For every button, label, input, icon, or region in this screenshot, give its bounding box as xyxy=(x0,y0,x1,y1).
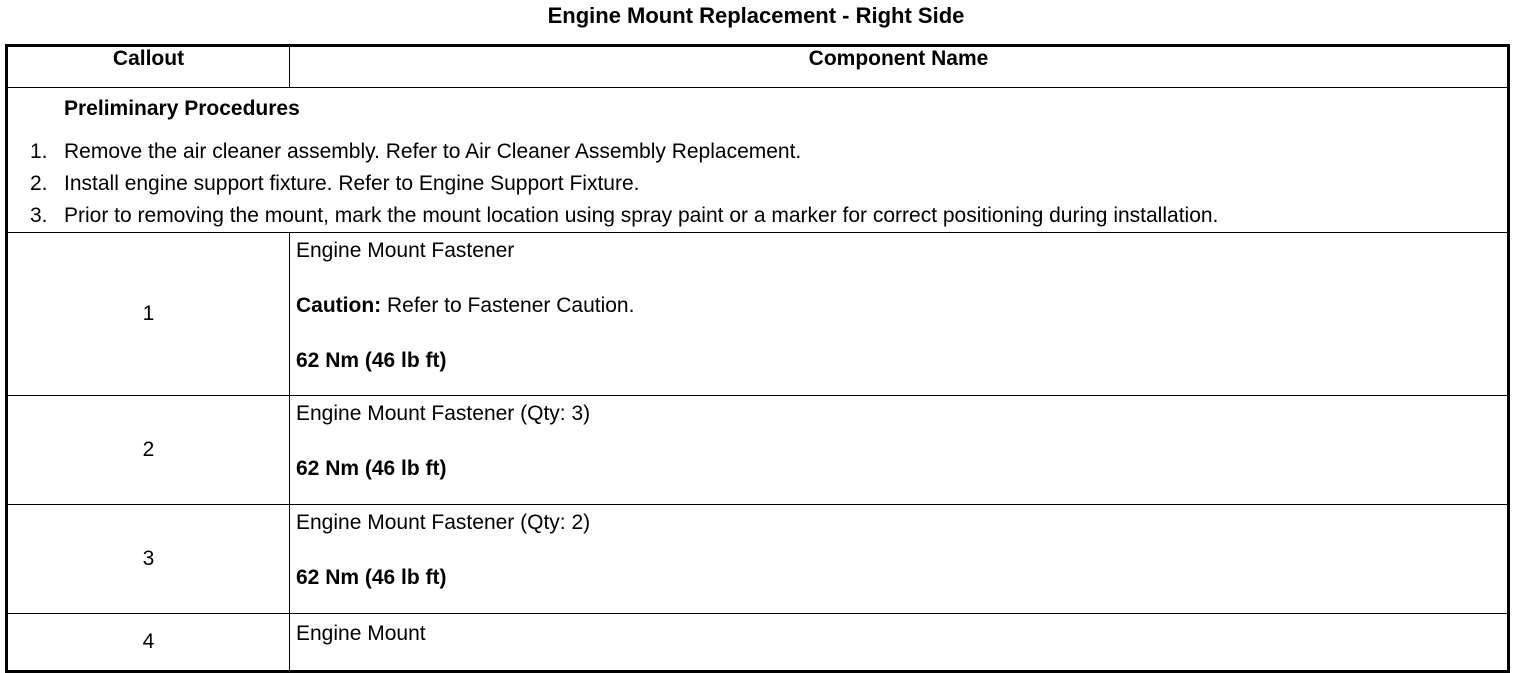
torque-spec: 62 Nm (46 lb ft) xyxy=(296,457,447,480)
component-cell xyxy=(290,505,1509,614)
table-row xyxy=(7,614,1509,672)
table-row xyxy=(7,505,1509,614)
step-text: Remove the air cleaner assembly. Refer to Air Cleaner Assembly Replacement. xyxy=(64,140,802,163)
caution-note xyxy=(296,294,1507,318)
preliminary-procedures-row xyxy=(7,88,1509,233)
step-text: Install engine support fixture. Refer to Engine Support Fixture. xyxy=(64,172,640,195)
procedure-table xyxy=(5,44,1510,673)
preliminary-step xyxy=(8,200,1507,232)
callout-number: 4 xyxy=(7,614,290,672)
step-number: 3. xyxy=(30,204,48,227)
preliminary-steps-list xyxy=(8,136,1507,232)
component-cell xyxy=(290,233,1509,396)
torque-spec: 62 Nm (46 lb ft) xyxy=(296,349,447,372)
table-row xyxy=(7,396,1509,505)
preliminary-procedures-heading: Preliminary Procedures xyxy=(64,97,300,120)
callout-number: 2 xyxy=(7,396,290,505)
component-cell xyxy=(290,614,1509,672)
preliminary-procedures-cell xyxy=(7,88,1509,233)
table-header-row xyxy=(7,46,1509,88)
page-title: Engine Mount Replacement - Right Side xyxy=(547,3,965,28)
component-cell xyxy=(290,396,1509,505)
callout-column-header: Callout xyxy=(7,46,290,88)
caution-label: Caution: xyxy=(296,294,382,317)
component-name: Engine Mount Fastener (Qty: 3) xyxy=(296,402,591,425)
table-row xyxy=(7,233,1509,396)
step-number: 1. xyxy=(30,140,48,163)
preliminary-step xyxy=(8,168,1507,200)
caution-text: Refer to Fastener Caution. xyxy=(381,294,635,317)
component-name: Engine Mount Fastener (Qty: 2) xyxy=(296,511,591,534)
component-column-header: Component Name xyxy=(290,46,1509,88)
callout-number: 1 xyxy=(7,233,290,396)
torque-spec: 62 Nm (46 lb ft) xyxy=(296,566,447,589)
component-name: Engine Mount Fastener xyxy=(296,239,515,262)
callout-number: 3 xyxy=(7,505,290,614)
step-text: Prior to removing the mount, mark the mount location using spray paint or a marker for correct positioning during installation. xyxy=(64,204,1219,227)
step-number: 2. xyxy=(30,172,48,195)
preliminary-step xyxy=(8,136,1507,168)
component-name: Engine Mount xyxy=(296,622,426,645)
